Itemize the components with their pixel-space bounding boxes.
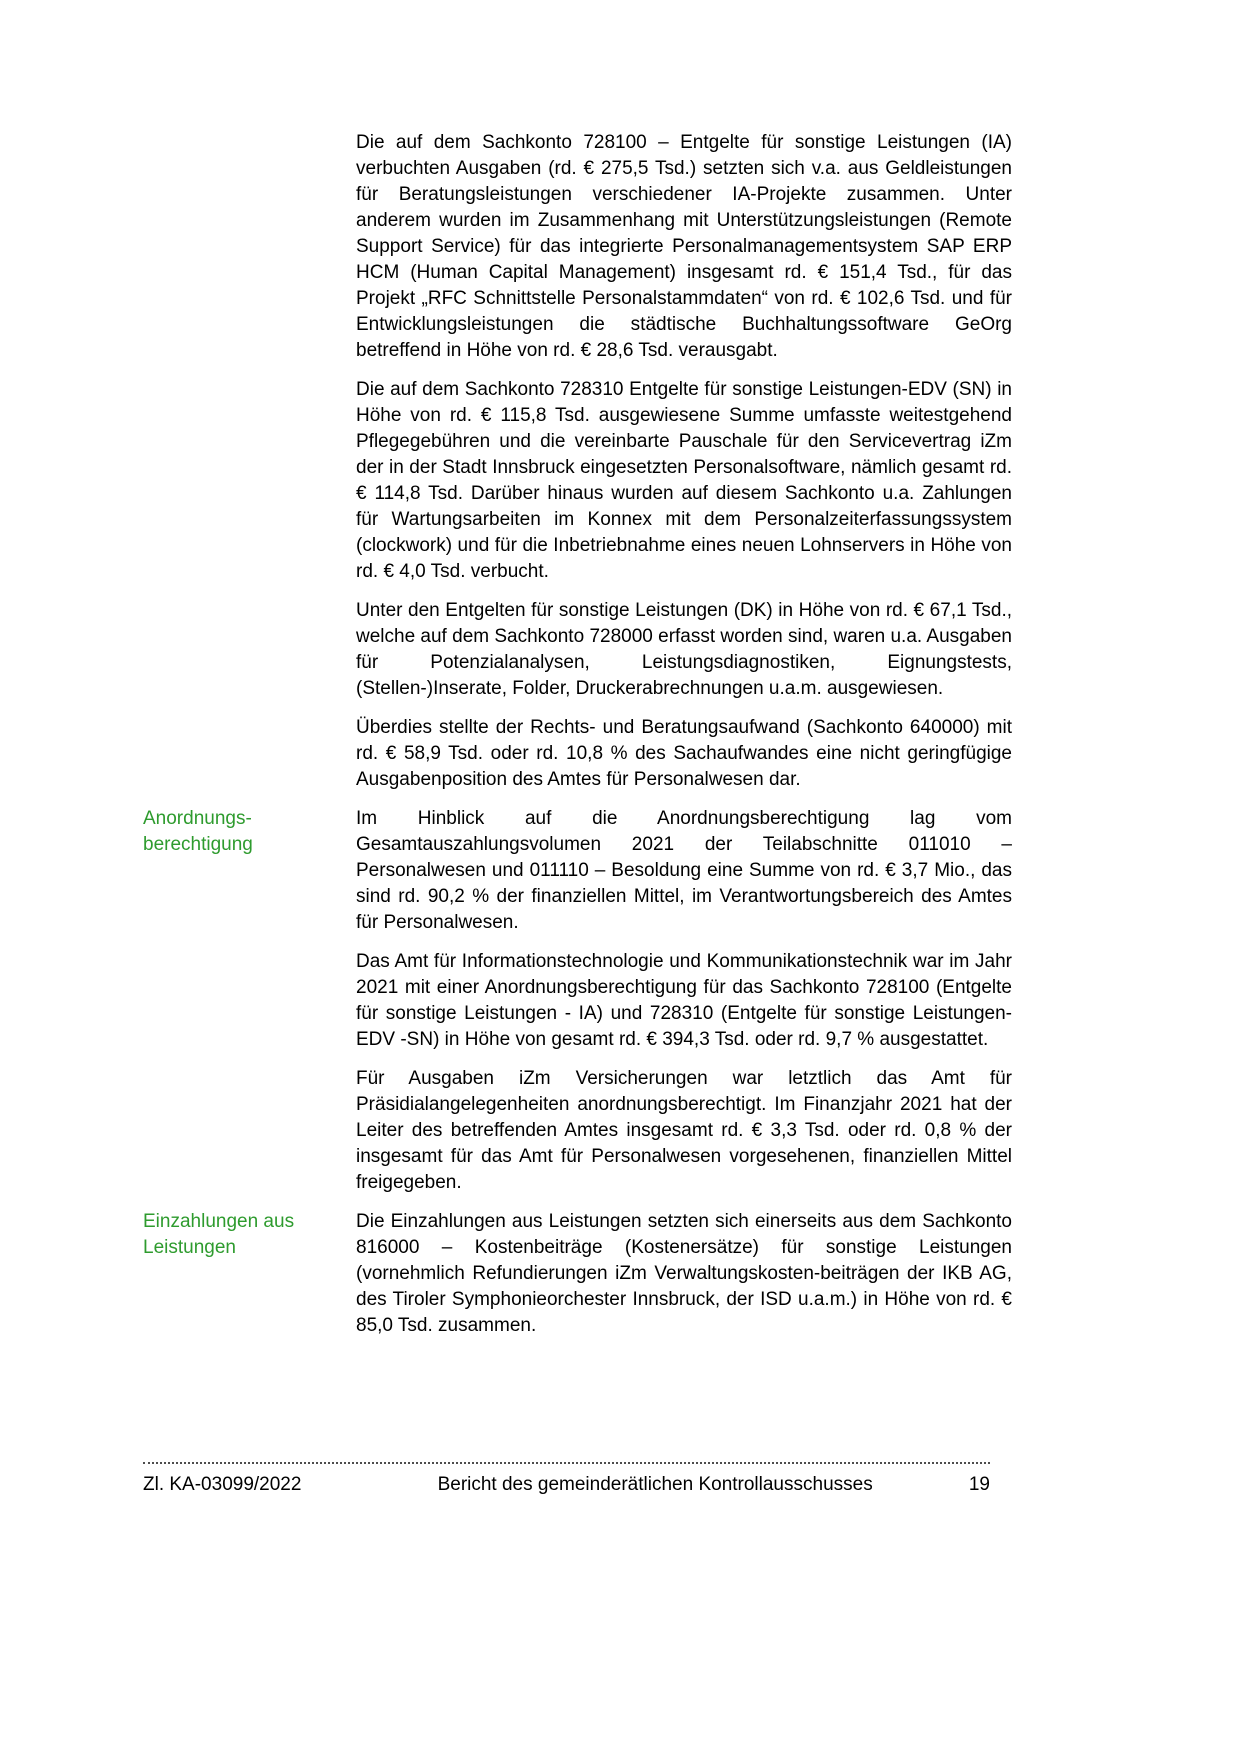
paragraph: Das Amt für Informationstechnologie und Kommunikationstechnik war im Jahr 2021 mit einer Anordnungsberechtigung für das Sachkonto 728100 (Entgelte für sonstige Leistungen - IA) und 728310 (Entgelte für sonstige Leistungen-EDV -SN) in Höhe von gesamt rd. € 394,3 Tsd. oder rd. 9,7 % ausgestattet.	[356, 951, 1012, 1050]
report-section	[143, 806, 1012, 1209]
paragraph: Die auf dem Sachkonto 728100 – Entgelte für sonstige Leistungen (IA) verbuchten Ausgaben (rd. € 275,5 Tsd.) setzten sich v.a. aus Geldleistungen für Beratungsleistungen verschiedener IA-Projekte zusammen. Unter anderem wurden im Zusammenhang mit Unterstützungsleistungen (Remote Support Service) für das integrierte Personalmanagementsystem SAP ERP HCM (Human Capital Management) insgesamt rd. € 151,4 Tsd., für das Projekt „RFC Schnittstelle Personalstammdaten“ von rd. € 102,6 Tsd. und für Entwicklungsleistungen die städtische Buchhaltungssoftware GeOrg betreffend in Höhe von rd. € 28,6 Tsd. verausgabt.	[356, 132, 1012, 361]
margin-label-line: Anordnungs-	[143, 808, 252, 829]
report-body	[143, 130, 1012, 1352]
footer-reference-number: Zl. KA-03099/2022	[143, 1474, 302, 1495]
report-section	[143, 130, 1012, 806]
page-footer	[143, 1462, 990, 1497]
section-margin-label	[143, 1209, 356, 1261]
paragraph: Die auf dem Sachkonto 728310 Entgelte für sonstige Leistungen-EDV (SN) in Höhe von rd. € 115,8 Tsd. ausgewiesene Summe umfasste weitestgehend Pflegegebühren und die vereinbarte Pauschale für den Servicevertrag iZm der in der Stadt Innsbruck eingesetzten Personalsoftware, nämlich gesamt rd. € 114,8 Tsd. Darüber hinaus wurden auf diesem Sachkonto u.a. Zahlungen für Wartungsarbeiten im Konnex mit dem Personalzeiterfassungssystem (clockwork) und für die Inbetriebnahme eines neuen Lohnservers in Höhe von rd. € 4,0 Tsd. verbucht.	[356, 379, 1012, 582]
paragraph: Unter den Entgelten für sonstige Leistungen (DK) in Höhe von rd. € 67,1 Tsd., welche auf dem Sachkonto 728000 erfasst worden sind, waren u.a. Ausgaben für Potenzialanalysen, Leistungsdiagnostiken, Eignungstests, (Stellen-)Inserate, Folder, Druckerabrechnungen u.a.m. ausgewiesen.	[356, 600, 1012, 699]
margin-label-line: Einzahlungen aus	[143, 1211, 295, 1232]
section-paragraphs	[356, 806, 1012, 1209]
paragraph: Überdies stellte der Rechts- und Beratungsaufwand (Sachkonto 640000) mit rd. € 58,9 Tsd. oder rd. 10,8 % des Sachaufwandes eine nicht geringfügige Ausgabenposition des Amtes für Personalwesen dar.	[356, 717, 1012, 790]
report-section	[143, 1209, 1012, 1352]
margin-label-line: Leistungen	[143, 1237, 236, 1258]
paragraph: Die Einzahlungen aus Leistungen setzten sich einerseits aus dem Sachkonto 816000 – Kostenbeiträge (Kostenersätze) für sonstige Leistungen (vornehmlich Refundierungen iZm Verwaltungskosten-beiträgen der IKB AG, des Tiroler Symphonieorchester Innsbruck, der ISD u.a.m.) in Höhe von rd. € 85,0 Tsd. zusammen.	[356, 1211, 1012, 1336]
paragraph: Im Hinblick auf die Anordnungsberechtigung lag vom Gesamtauszahlungsvolumen 2021 der Teilabschnitte 011010 – Personalwesen und 011110 – Besoldung eine Summe von rd. € 3,7 Mio., das sind rd. 90,2 % der finanziellen Mittel, im Verantwortungsbereich des Amtes für Personalwesen.	[356, 808, 1012, 933]
footer-page-number: 19	[968, 1474, 990, 1495]
section-paragraphs	[356, 130, 1012, 806]
footer-row	[143, 1464, 990, 1497]
section-paragraphs	[356, 1209, 1012, 1352]
section-margin-label	[143, 806, 356, 858]
margin-label-line: berechtigung	[143, 834, 253, 855]
footer-report-title: Bericht des gemeinderätlichen Kontrollausschusses	[437, 1474, 873, 1495]
paragraph: Für Ausgaben iZm Versicherungen war letztlich das Amt für Präsidialangelegenheiten anordnungsberechtigt. Im Finanzjahr 2021 hat der Leiter des betreffenden Amtes insgesamt rd. € 3,3 Tsd. oder rd. 0,8 % der insgesamt für das Amt für Personalwesen vorgesehenen, finanziellen Mittel freigegeben.	[356, 1068, 1012, 1193]
